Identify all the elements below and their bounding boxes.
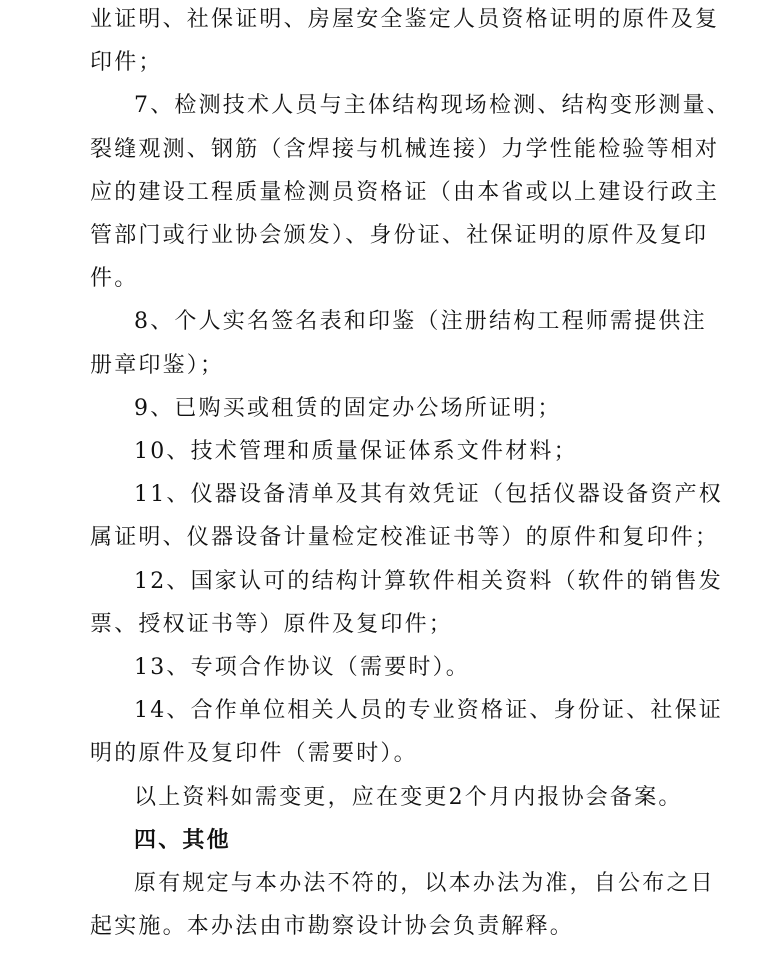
closing-paragraph-line-1: 原有规定与本办法不符的，以本办法为准，自公布之日 [134, 871, 715, 896]
list-item-9: 9、已购买或租赁的固定办公场所证明； [134, 395, 562, 421]
list-item-11: 11、仪器设备清单及其有效凭证（包括仪器设备资产权 [134, 482, 723, 508]
list-item-8: 8、个人实名签名表和印鉴（注册结构工程师需提供注 [134, 309, 707, 335]
list-item-12: 12、国家认可的结构计算软件相关资料（软件的销售发 [134, 568, 723, 594]
list-item-13: 13、专项合作协议（需要时）。 [134, 655, 470, 680]
closing-paragraph-line-2: 起实施。本办法由市勘察设计协会负责解释。 [90, 914, 575, 940]
text-line-item7-4: 管部门或行业协会颁发）、身份证、社保证明的原件及复印 [90, 223, 709, 248]
change-notice-paragraph: 以上资料如需变更，应在变更2个月内报协会备案。 [134, 784, 683, 810]
text-line-item12-2: 票、授权证书等）原件及复印件； [90, 611, 454, 637]
list-item-14: 14、合作单位相关人员的专业资格证、身份证、社保证 [134, 698, 723, 724]
text-line-item7-3: 应的建设工程质量检测员资格证（由本省或以上建设行政主 [90, 179, 720, 205]
list-item-7: 7、检测技术人员与主体结构现场检测、结构变形测量、 [134, 93, 731, 119]
section-heading-other: 四、其他 [134, 827, 231, 853]
text-line-item8-2: 册章印鉴）； [90, 352, 225, 378]
text-line-item6-end: 印件； [90, 50, 163, 76]
text-line-item14-2: 明的原件及复印件（需要时）。 [90, 741, 418, 767]
text-line-item6-continued: 业证明、社保证明、房屋安全鉴定人员资格证明的原件及复 [90, 7, 720, 32]
text-line-item11-2: 属证明、仪器设备计量检定校准证书等）的原件和复印件； [90, 525, 720, 551]
text-line-item7-2: 裂缝观测、钢筋（含焊接与机械连接）力学性能检验等相对 [90, 136, 720, 162]
text-line-item7-5: 件。 [90, 266, 139, 292]
list-item-10: 10、技术管理和质量保证体系文件材料； [134, 439, 578, 464]
